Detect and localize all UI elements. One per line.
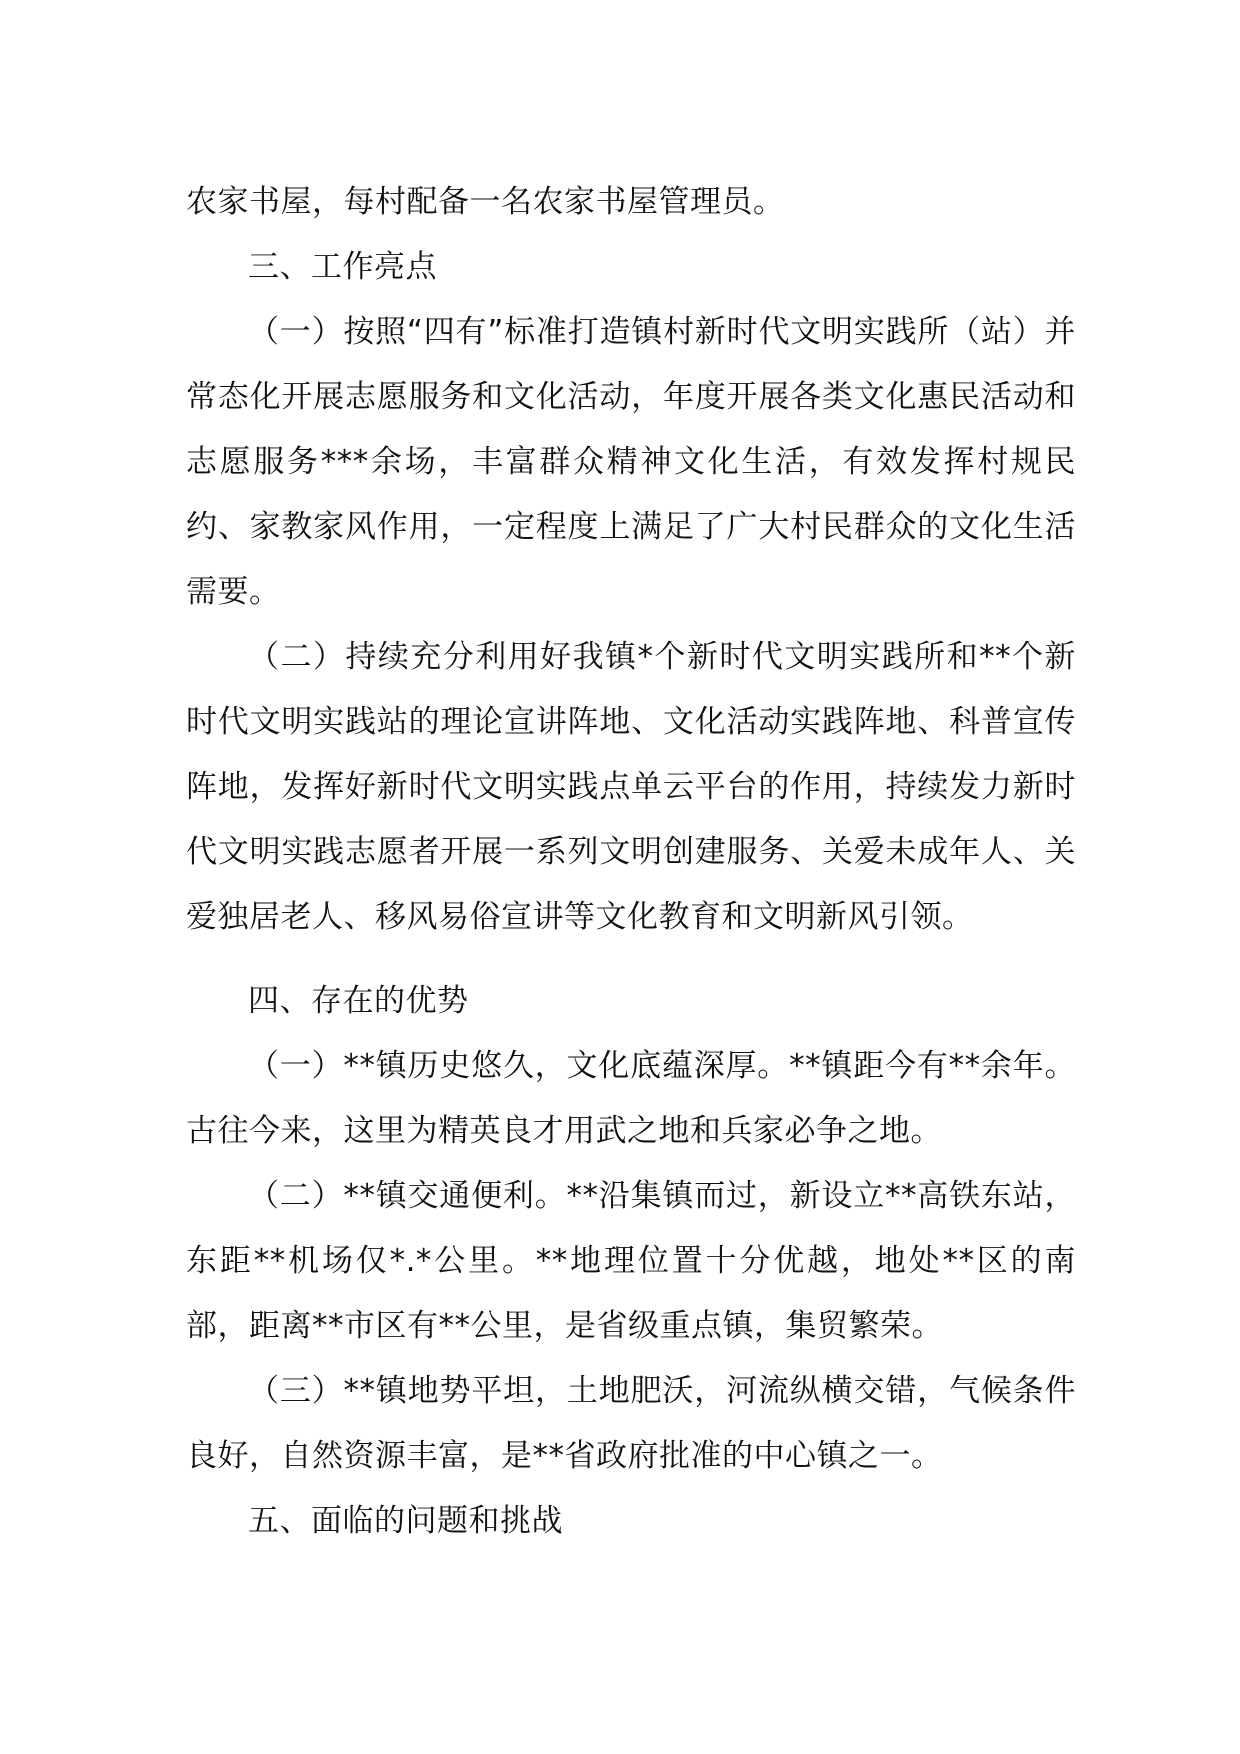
document-body (186, 170, 1076, 1554)
section-heading-3: 三、工作亮点 (248, 249, 437, 285)
paragraph-4-1: （一）**镇历史悠久，文化底蕴深厚。**镇距今有**余年。古往今来，这里为精英良才用武之地和兵家必争之地。 (186, 1048, 1076, 1149)
section-heading-4: 四、存在的优势 (248, 983, 469, 1019)
section-heading-5: 五、面临的问题和挑战 (248, 1503, 563, 1539)
paragraph-4-3: （三）**镇地势平坦，土地肥沃，河流纵横交错，气候条件良好，自然资源丰富，是**省政府批准的中心镇之一。 (186, 1373, 1076, 1474)
paragraph-continued: 农家书屋，每村配备一名农家书屋管理员。 (186, 184, 785, 220)
paragraph-3-1: （一）按照“四有”标准打造镇村新时代文明实践所（站）并常态化开展志愿服务和文化活动，年度开展各类文化惠民活动和志愿服务***余场，丰富群众精神文化生活，有效发挥村规民约、家教家风作用，一定程度上满足了广大村民群众的文化生活需要。 (186, 314, 1076, 610)
paragraph-3-2: （二）持续充分利用好我镇*个新时代文明实践所和**个新时代文明实践站的理论宣讲阵地、文化活动实践阵地、科普宣传阵地，发挥好新时代文明实践点单云平台的作用，持续发力新时代文明实践志愿者开展一系列文明创建服务、关爱未成年人、关爱独居老人、移风易俗宣讲等文化教育和文明新风引领。 (186, 639, 1076, 935)
paragraph-4-2: （二）**镇交通便利。**沿集镇而过，新设立**高铁东站，东距**机场仅*.*公里。**地理位置十分优越，地处**区的南部，距离**市区有**公里，是省级重点镇，集贸繁荣。 (186, 1178, 1076, 1344)
